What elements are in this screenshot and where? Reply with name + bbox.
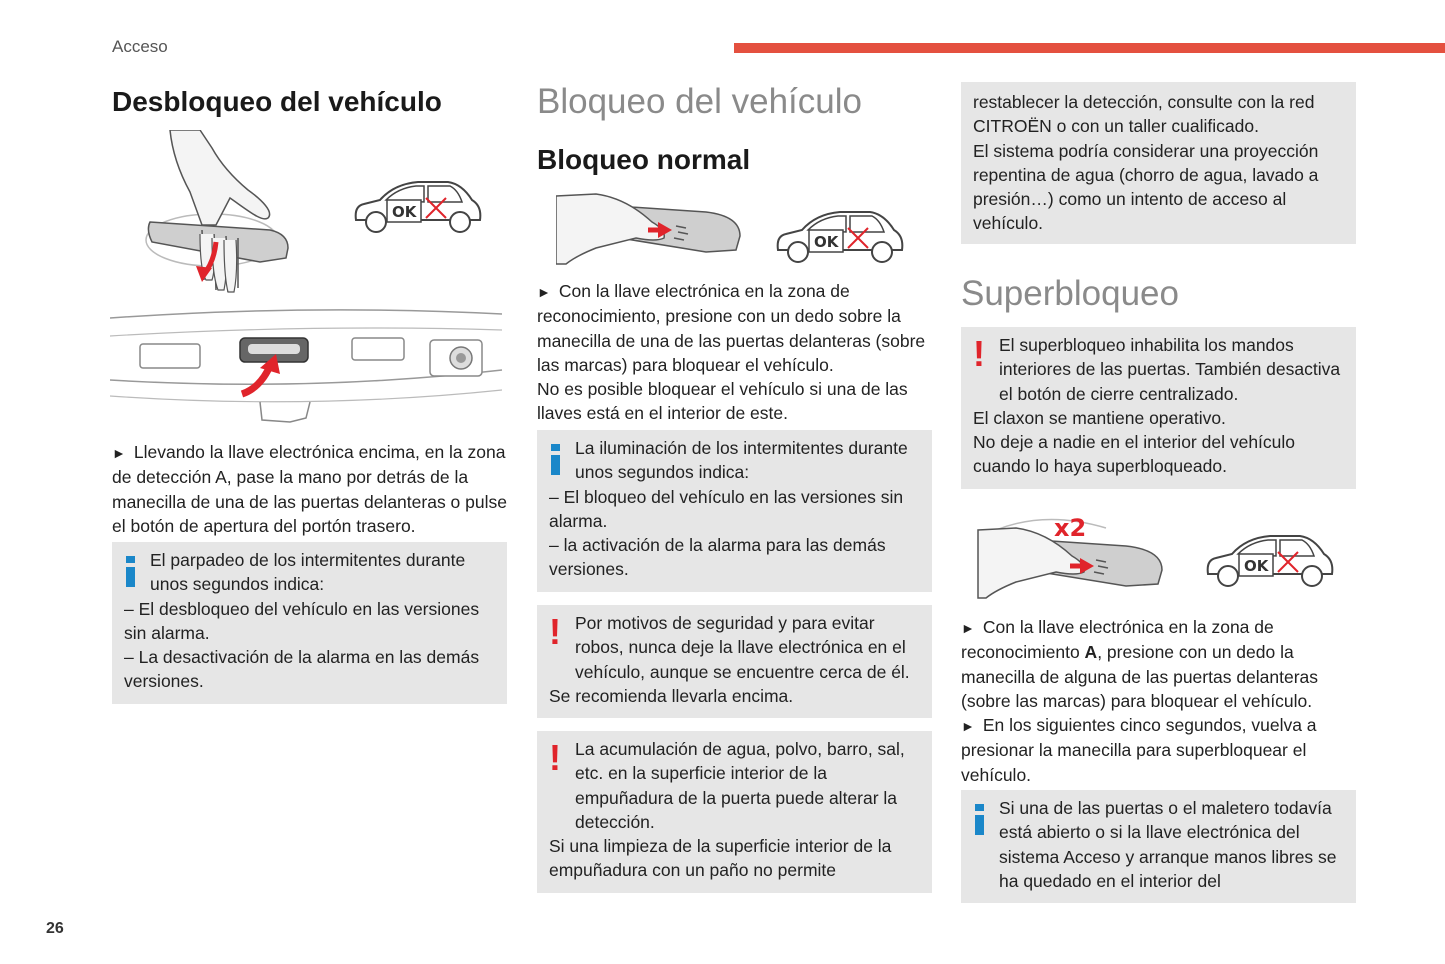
ok-badge: OK bbox=[1244, 557, 1269, 575]
warning-icon: ! bbox=[549, 611, 561, 652]
info-icon bbox=[975, 804, 985, 835]
bullet-arrow-icon: ► bbox=[961, 620, 975, 636]
double-press-illustration bbox=[976, 510, 1166, 606]
car-lock-illustration-3 bbox=[1202, 530, 1336, 592]
info-icon bbox=[126, 556, 136, 587]
normal-lock-subtitle: Bloqueo normal bbox=[537, 144, 751, 175]
lock-paragraph: ► Con la llave electrónica en la zona de reconocimiento, presione con un dedo sobre la manecilla de una de las puertas delanteras (sobre las marcas) para bloquear el vehículo. No es posible bloquear el vehículo si una de las llaves está en el interior de este. bbox=[537, 281, 926, 424]
warning-icon: ! bbox=[973, 333, 985, 374]
warning-box-dirt: ! La acumulación de agua, polvo, barro, sal, etc. en la superficie interior de la empuñadura de la puerta puede alterar la detección. Si una limpieza de la superficie interior de la empuñadura con un paño no permite bbox=[537, 731, 932, 893]
warning-box-superlock: ! El superbloqueo inhabilita los mandos interiores de las puertas. También desactiva el botón de cierre centralizado. El claxon se mantiene operativo. No deje a nadie en el interior del vehículo cuando lo haya superbloqueado. bbox=[961, 327, 1356, 489]
info-icon bbox=[551, 444, 561, 475]
tailgate-illustration bbox=[110, 306, 506, 430]
continued-warning-box: restablecer la detección, consulte con la red CITROËN o con un taller cualificado. El sistema podría considerar una proyección repentina de agua (chorro de agua, lavado a presión…) como un intento de acceso al vehículo. bbox=[961, 82, 1356, 244]
car-lock-illustration-2 bbox=[772, 206, 906, 268]
warning-box-key-safety: ! Por motivos de seguridad y para evitar robos, nunca deje la llave electrónica en el vehículo, aunque se encuentre cerca de él. Se recomienda llevarla encima. bbox=[537, 605, 932, 718]
superlock-title: Superbloqueo bbox=[961, 274, 1179, 313]
bullet-arrow-icon: ► bbox=[112, 445, 126, 461]
x2-label: x2 bbox=[1054, 514, 1087, 542]
info-box-unlock: El parpadeo de los intermitentes durante unos segundos indica: – El desbloqueo del vehículo en las versiones sin alarma. – La desactivación de la alarma en las demás versiones. bbox=[112, 542, 507, 704]
lock-title: Bloqueo del vehículo bbox=[537, 82, 862, 121]
warning-icon: ! bbox=[549, 737, 561, 778]
info-box-superlock: Si una de las puertas o el maletero todavía está abierto o si la llave electrónica del sistema Acceso y arranque manos libres se ha quedado en el interior del bbox=[961, 790, 1356, 903]
bullet-arrow-icon: ► bbox=[961, 718, 975, 735]
ok-badge: OK bbox=[814, 233, 839, 251]
info-box-lock: La iluminación de los intermitentes durante unos segundos indica: – El bloqueo del vehículo en las versiones sin alarma. – la activación de la alarma para las demás versiones. bbox=[537, 430, 932, 592]
section-accent-bar bbox=[734, 43, 1445, 53]
finger-press-illustration bbox=[556, 192, 746, 272]
unlock-paragraph: ► Llevando la llave electrónica encima, en la zona de detección A, pase la mano por detrás de la manecilla de una de las puertas delanteras o pulse el botón de apertura del portón trasero. bbox=[112, 442, 507, 536]
page-number: 26 bbox=[46, 920, 64, 937]
unlock-title: Desbloqueo del vehículo bbox=[112, 86, 442, 117]
hand-handle-illustration bbox=[140, 130, 300, 300]
section-label: Acceso bbox=[112, 37, 168, 56]
car-lock-illustration bbox=[350, 176, 484, 238]
bullet-arrow-icon: ► bbox=[537, 284, 551, 300]
ok-badge: OK bbox=[392, 203, 417, 221]
superlock-instructions: ► Con la llave electrónica en la zona de reconocimiento A, presione con un dedo la manecilla de alguna de las puertas delanteras (sobre las marcas) para bloquear el vehículo. ► En los siguientes cinco segundos, vuelva a presionar la manecilla para superbloquear el vehículo. bbox=[961, 617, 1319, 785]
